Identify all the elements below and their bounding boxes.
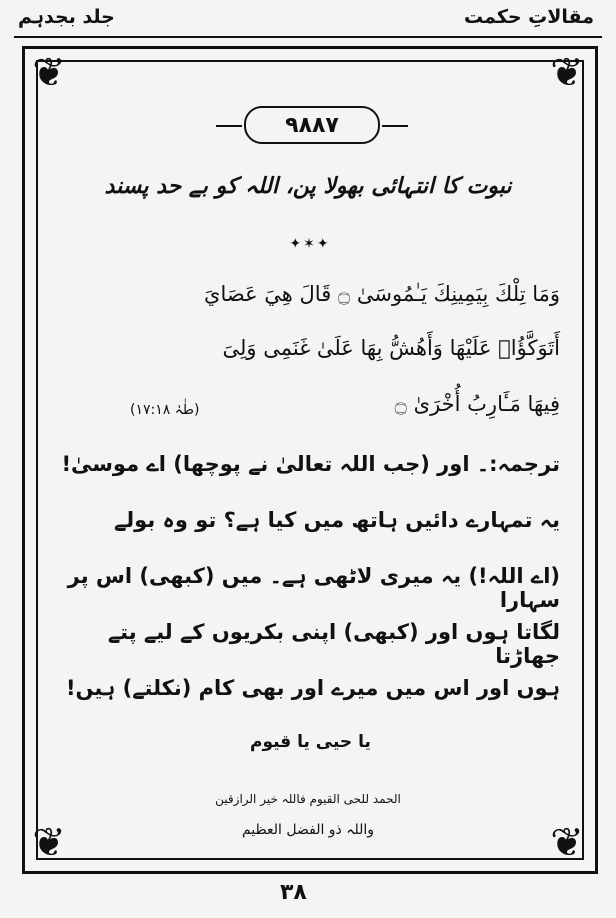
book-title: مقالاتِ حکمت <box>463 6 594 28</box>
translation-line: ہوں اور اس میں میرے اور بھی کام (نکلتے) ہیں! <box>65 676 560 700</box>
corner-ornament-icon: ❦ <box>32 50 66 96</box>
translation-line: لگاتا ہوں اور (کبھی) اپنی بکریوں کے لیے پتے جھاڑتا <box>107 620 560 668</box>
ornament-divider: ✦✶✦ <box>289 236 331 252</box>
verse-reference: (طٰہٰ ۱۷:۱۸) <box>130 402 200 418</box>
corner-ornament-icon: ❦ <box>32 820 66 866</box>
closing-line: الحمد للحی القیوم فاللہ خیر الرازقین <box>215 792 401 806</box>
ayah-line: أَتَوَكَّؤُا۟ عَلَيْهَا وَأَهُشُّ بِهَا عَلَىٰ غَنَمِى وَلِىَ <box>222 336 560 360</box>
corner-ornament-icon: ❦ <box>550 50 584 96</box>
translation-line: ترجمہ:۔ اور (جب اللہ تعالیٰ نے پوچھا) اے موسیٰ! <box>61 452 560 476</box>
article-number: ۹۸۸۷ <box>244 106 380 144</box>
page-number: ۳۸ <box>280 880 307 905</box>
translation-line: یہ تمہارے دائیں ہاتھ میں کیا ہے؟ تو وہ بولے <box>113 508 560 532</box>
header-rule <box>14 36 602 38</box>
translation-line: (اے اللہ!) یہ میری لاٹھی ہے۔ میں (کبھی) اس پر سہارا <box>67 564 560 612</box>
page-title: نبوت کا انتہائی بھولا پن، اللہ کو بے حد پسند <box>104 174 512 199</box>
ayah-line: فِيهَا مَـَٔارِبُ أُخْرَىٰ ۝ <box>394 392 560 416</box>
ayah-line: وَمَا تِلْكَ بِيَمِينِكَ يَـٰمُوسَىٰ ۝ قَالَ هِيَ عَصَايَ <box>204 282 560 306</box>
corner-ornament-icon: ❦ <box>550 820 584 866</box>
volume-label: جلد بجدہم <box>18 6 115 28</box>
closing-line: واللہ ذو الفضل العظیم <box>241 822 374 838</box>
dua-line: یا حیی یا قیوم <box>250 732 371 752</box>
